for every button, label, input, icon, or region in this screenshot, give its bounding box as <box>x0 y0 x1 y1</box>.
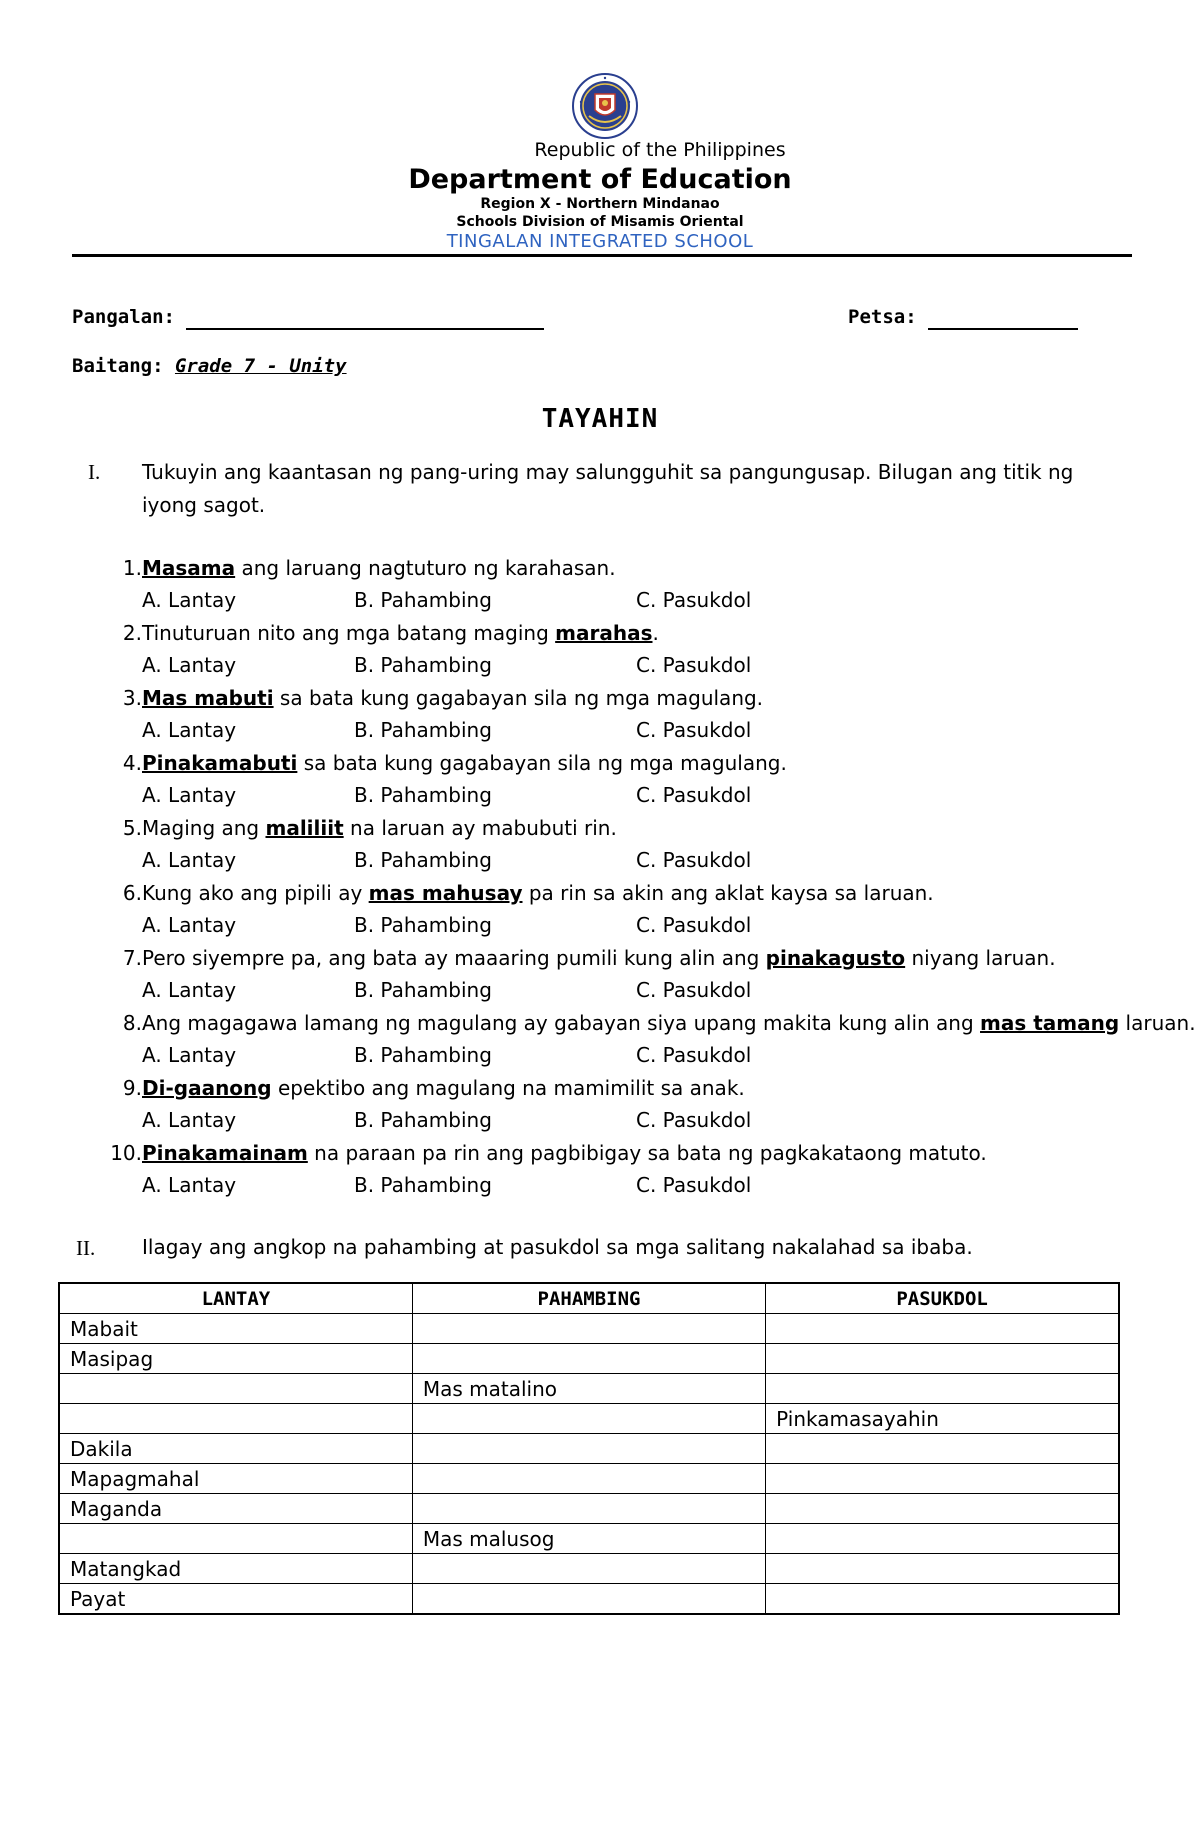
choice-option[interactable]: B. Pahambing <box>354 1108 492 1132</box>
lantay-cell: Payat <box>59 1584 412 1615</box>
question-text-post: laruan. <box>1119 1011 1196 1035</box>
answer-table <box>58 1282 1120 1615</box>
table-row <box>59 1584 1119 1615</box>
question-text <box>142 946 1056 970</box>
lantay-cell: Dakila <box>59 1434 412 1464</box>
question-text <box>142 1076 745 1100</box>
question-item <box>104 1076 1144 1100</box>
column-header-lantay: LANTAY <box>59 1283 412 1314</box>
table-header-row <box>59 1283 1119 1314</box>
pasukdol-cell[interactable] <box>766 1494 1119 1524</box>
choice-option[interactable]: B. Pahambing <box>354 978 492 1002</box>
lantay-cell: Mapagmahal <box>59 1464 412 1494</box>
choice-option[interactable]: A. Lantay <box>142 848 237 872</box>
pasukdol-cell[interactable] <box>766 1524 1119 1554</box>
part1-numeral: I. <box>88 460 101 484</box>
date-label: Petsa: <box>848 306 917 328</box>
question-number: 4. <box>122 751 142 775</box>
question-number: 5. <box>122 816 142 840</box>
region-heading: Region X - Northern Mindanao <box>480 196 720 212</box>
choice-option[interactable]: B. Pahambing <box>354 588 492 612</box>
question-text <box>142 556 616 580</box>
choice-option[interactable]: C. Pasukdol <box>636 1173 752 1197</box>
department-heading: Department of Education <box>408 164 792 195</box>
question-text <box>142 881 934 905</box>
question-number: 2. <box>122 621 142 645</box>
question-number: 3. <box>122 686 142 710</box>
choice-option[interactable]: C. Pasukdol <box>636 718 752 742</box>
name-label: Pangalan: <box>72 306 175 328</box>
underlined-adjective: mas tamang <box>980 1011 1120 1035</box>
choice-option[interactable]: B. Pahambing <box>354 913 492 937</box>
pahambing-cell[interactable] <box>412 1344 765 1374</box>
table-row <box>59 1494 1119 1524</box>
choice-option[interactable]: C. Pasukdol <box>636 1043 752 1067</box>
choice-option[interactable]: C. Pasukdol <box>636 913 752 937</box>
table-row <box>59 1314 1119 1344</box>
header-divider <box>72 254 1132 257</box>
question-item <box>104 621 1144 645</box>
division-heading: Schools Division of Misamis Oriental <box>456 214 744 230</box>
question-text <box>142 751 787 775</box>
question-item <box>104 686 1144 710</box>
pasukdol-cell[interactable] <box>766 1464 1119 1494</box>
lantay-cell[interactable] <box>59 1524 412 1554</box>
question-item <box>104 751 1144 775</box>
column-header-pasukdol: PASUKDOL <box>766 1283 1119 1314</box>
part1-instruction: Tukuyin ang kaantasan ng pang-uring may salungguhit sa pangungusap. Bilugan ang titik ng iyong sagot. <box>142 460 1074 517</box>
choice-option[interactable]: A. Lantay <box>142 718 237 742</box>
question-text <box>142 1011 1196 1035</box>
lantay-cell: Maganda <box>59 1494 412 1524</box>
pasukdol-cell[interactable] <box>766 1434 1119 1464</box>
choice-option[interactable]: C. Pasukdol <box>636 783 752 807</box>
question-text-post: sa bata kung gagabayan sila ng mga magulang. <box>297 751 787 775</box>
table-row <box>59 1554 1119 1584</box>
part2-instruction: Ilagay ang angkop na pahambing at pasukdol sa mga salitang nakalahad sa ibaba. <box>142 1235 973 1259</box>
question-text <box>142 621 659 645</box>
table-row <box>59 1464 1119 1494</box>
question-text <box>142 1141 987 1165</box>
question-text-post: epektibo ang magulang na mamimilit sa anak. <box>271 1076 745 1100</box>
republic-heading: Republic of the Philippines <box>534 139 786 161</box>
question-text-pre: Kung ako ang pipili ay <box>142 881 369 905</box>
pahambing-cell[interactable] <box>412 1464 765 1494</box>
pahambing-cell[interactable] <box>412 1404 765 1434</box>
underlined-adjective: Di-gaanong <box>142 1076 272 1100</box>
choice-option[interactable]: B. Pahambing <box>354 783 492 807</box>
underlined-adjective: pinakagusto <box>765 946 906 970</box>
pahambing-cell[interactable] <box>412 1554 765 1584</box>
question-text-post: na paraan pa rin ang pagbibigay sa bata ng pagkakataong matuto. <box>307 1141 987 1165</box>
pahambing-cell[interactable] <box>412 1314 765 1344</box>
question-text-post: ang laruang nagtuturo ng karahasan. <box>235 556 616 580</box>
choice-option[interactable]: A. Lantay <box>142 653 237 677</box>
question-item <box>104 881 1144 905</box>
question-number: 10. <box>110 1141 142 1165</box>
deped-seal-icon <box>571 72 639 140</box>
question-number: 1. <box>122 556 142 580</box>
grade-value: Grade 7 - Unity <box>174 355 347 377</box>
name-blank[interactable] <box>186 306 544 330</box>
underlined-adjective: Pinakamabuti <box>142 751 298 775</box>
pahambing-cell: Mas malusog <box>412 1524 765 1554</box>
question-number: 6. <box>122 881 142 905</box>
lantay-cell[interactable] <box>59 1404 412 1434</box>
question-item <box>104 946 1144 970</box>
choice-option[interactable]: C. Pasukdol <box>636 1108 752 1132</box>
question-text-pre: Maging ang <box>142 816 266 840</box>
table-row <box>59 1524 1119 1554</box>
pahambing-cell[interactable] <box>412 1434 765 1464</box>
underlined-adjective: Mas mabuti <box>142 686 274 710</box>
choice-option[interactable]: A. Lantay <box>142 913 237 937</box>
choice-option[interactable]: B. Pahambing <box>354 848 492 872</box>
pasukdol-cell[interactable] <box>766 1344 1119 1374</box>
lantay-cell: Matangkad <box>59 1554 412 1584</box>
pasukdol-cell[interactable] <box>766 1314 1119 1344</box>
pahambing-cell[interactable] <box>412 1584 765 1615</box>
question-text-pre: Tinuturuan nito ang mga batang maging <box>142 621 556 645</box>
grade-label: Baitang: <box>72 355 164 377</box>
question-text-post: na laruan ay mabubuti rin. <box>343 816 617 840</box>
pasukdol-cell[interactable] <box>766 1584 1119 1615</box>
question-number: 7. <box>122 946 142 970</box>
pasukdol-cell[interactable] <box>766 1374 1119 1404</box>
part2-numeral: II. <box>76 1236 96 1260</box>
name-field <box>72 306 544 330</box>
question-number: 8. <box>122 1011 142 1035</box>
choice-option[interactable]: C. Pasukdol <box>636 588 752 612</box>
question-text-post: sa bata kung gagabayan sila ng mga magulang. <box>273 686 764 710</box>
choice-option[interactable]: C. Pasukdol <box>636 978 752 1002</box>
table-row <box>59 1404 1119 1434</box>
question-text-pre: Ang magagawa lamang ng magulang ay gabayan siya upang makita kung alin ang <box>142 1011 981 1035</box>
underlined-adjective: Pinakamainam <box>142 1141 308 1165</box>
table-row <box>59 1344 1119 1374</box>
column-header-pahambing: PAHAMBING <box>412 1283 765 1314</box>
question-item <box>104 816 1144 840</box>
lantay-cell[interactable] <box>59 1374 412 1404</box>
underlined-adjective: Masama <box>142 556 236 580</box>
page-title: TAYAHIN <box>541 404 659 434</box>
table-row <box>59 1434 1119 1464</box>
choice-option[interactable]: B. Pahambing <box>354 718 492 742</box>
pahambing-cell[interactable] <box>412 1494 765 1524</box>
underlined-adjective: maliliit <box>265 816 344 840</box>
date-blank[interactable] <box>928 306 1078 330</box>
choice-option[interactable]: B. Pahambing <box>354 653 492 677</box>
lantay-cell: Mabait <box>59 1314 412 1344</box>
choice-option[interactable]: B. Pahambing <box>354 1173 492 1197</box>
lantay-cell: Masipag <box>59 1344 412 1374</box>
question-text <box>142 816 617 840</box>
choice-option[interactable]: A. Lantay <box>142 783 237 807</box>
choice-option[interactable]: A. Lantay <box>142 1043 237 1067</box>
school-heading: TINGALAN INTEGRATED SCHOOL <box>446 231 754 252</box>
pahambing-cell: Mas matalino <box>412 1374 765 1404</box>
grade-field <box>72 355 347 377</box>
question-text-post: niyang laruan. <box>905 946 1056 970</box>
question-text <box>142 686 763 710</box>
date-field <box>848 306 1078 330</box>
choice-option[interactable]: A. Lantay <box>142 978 237 1002</box>
question-item <box>104 1141 1144 1165</box>
question-item <box>104 1011 1196 1035</box>
question-number: 9. <box>122 1076 142 1100</box>
question-item <box>104 556 1144 580</box>
pasukdol-cell: Pinkamasayahin <box>766 1404 1119 1434</box>
question-text-post: . <box>652 621 659 645</box>
underlined-adjective: marahas <box>555 621 653 645</box>
pasukdol-cell[interactable] <box>766 1554 1119 1584</box>
choice-option[interactable]: A. Lantay <box>142 1173 237 1197</box>
choice-option[interactable]: A. Lantay <box>142 1108 237 1132</box>
choice-option[interactable]: A. Lantay <box>142 588 237 612</box>
underlined-adjective: mas mahusay <box>368 881 523 905</box>
question-text-post: pa rin sa akin ang aklat kaysa sa laruan. <box>522 881 934 905</box>
table-row <box>59 1374 1119 1404</box>
choice-option[interactable]: B. Pahambing <box>354 1043 492 1067</box>
choice-option[interactable]: C. Pasukdol <box>636 653 752 677</box>
question-text-pre: Pero siyempre pa, ang bata ay maaaring pumili kung alin ang <box>142 946 766 970</box>
choice-option[interactable]: C. Pasukdol <box>636 848 752 872</box>
